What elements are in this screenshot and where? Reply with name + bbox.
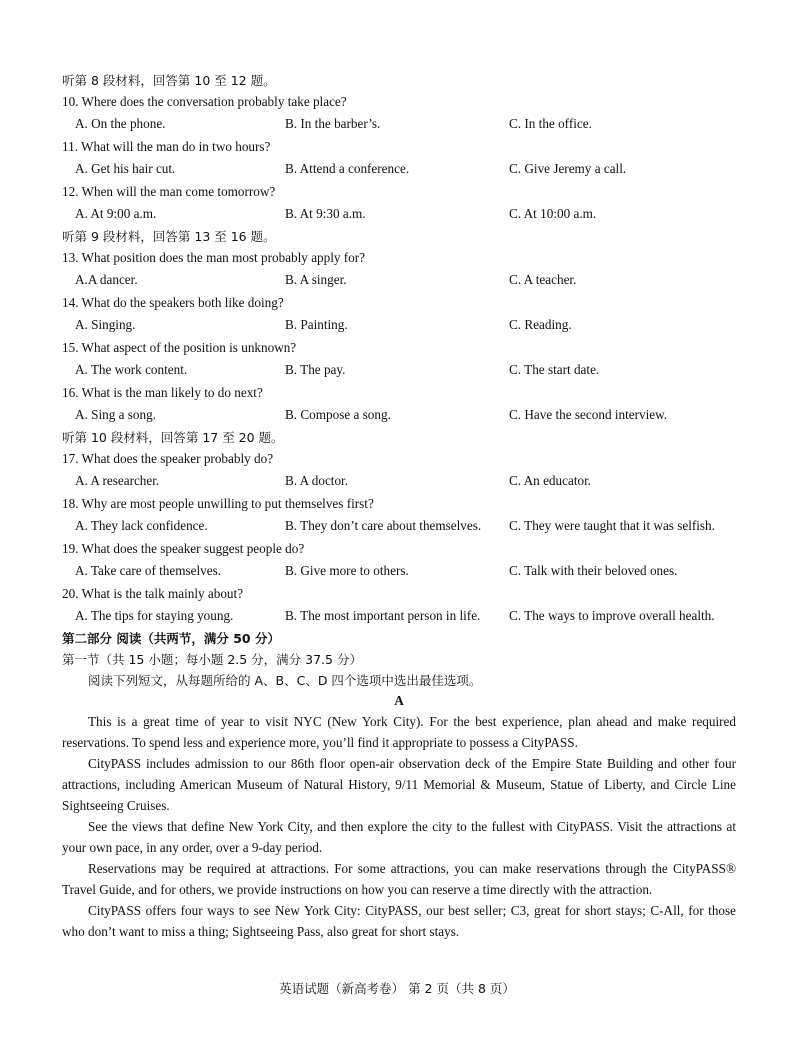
option-a: A. At 9:00 a.m. xyxy=(75,206,157,221)
option-a: A. They lack confidence. xyxy=(75,518,208,533)
question-text: 16. What is the man likely to do next? xyxy=(62,385,263,400)
option-b: B. They don’t care about themselves. xyxy=(285,518,482,533)
options-row xyxy=(62,313,736,337)
option-c: C. In the office. xyxy=(509,116,592,131)
question-text: 15. What aspect of the position is unknown? xyxy=(62,340,297,355)
option-c: C. Give Jeremy a call. xyxy=(509,161,627,176)
question-15 xyxy=(62,337,736,382)
option-a: A. Take care of themselves. xyxy=(75,563,222,578)
options-row xyxy=(62,514,736,538)
option-c: C. The ways to improve overall health. xyxy=(509,608,715,623)
section1-heading: 第一节（共 15 小题；每小题 2.5 分，满分 37.5 分） xyxy=(62,652,362,667)
section-10-instruction: 听第 10 段材料，回答第 17 至 20 题。 xyxy=(62,430,284,445)
options-row xyxy=(62,559,736,583)
option-c: C. The start date. xyxy=(509,362,600,377)
passage-paragraph: See the views that define New York City, and then explore the city to the fullest with CityPASS. Visit the attractions at your own pace, in any order, over a 9-day period. xyxy=(62,819,736,855)
option-b: B. The most important person in life. xyxy=(285,608,481,623)
question-text: 11. What will the man do in two hours? xyxy=(62,139,271,154)
option-a: A. Sing a song. xyxy=(75,407,156,422)
question-20 xyxy=(62,583,736,628)
passage-paragraph: Reservations may be required at attractions. For some attractions, you can make reservations through the CityPASS® Travel Guide, and for others, we provide instructions on how you can reserve a time directly with the attraction. xyxy=(62,861,736,897)
options-row xyxy=(62,202,736,226)
question-text: 20. What is the talk mainly about? xyxy=(62,586,244,601)
option-b: B. Attend a conference. xyxy=(285,161,410,176)
option-a: A. The work content. xyxy=(75,362,188,377)
question-text: 19. What does the speaker suggest people do? xyxy=(62,541,305,556)
question-text: 10. Where does the conversation probably take place? xyxy=(62,94,347,109)
part2-heading: 第二部分 阅读（共两节，满分 50 分） xyxy=(62,631,280,646)
question-text: 14. What do the speakers both like doing? xyxy=(62,295,284,310)
question-13 xyxy=(62,247,736,292)
question-16 xyxy=(62,382,736,427)
options-row xyxy=(62,358,736,382)
question-10 xyxy=(62,91,736,136)
reading-instruction: 阅读下列短文，从每题所给的 A、B、C、D 四个选项中选出最佳选项。 xyxy=(88,673,482,688)
option-c: C. They were taught that it was selfish. xyxy=(509,518,715,533)
option-a: A. Singing. xyxy=(75,317,136,332)
option-b: B. A doctor. xyxy=(285,473,349,488)
option-c: C. Have the second interview. xyxy=(509,407,668,422)
question-text: 17. What does the speaker probably do? xyxy=(62,451,274,466)
option-b: B. Painting. xyxy=(285,317,348,332)
option-c: C. A teacher. xyxy=(509,272,577,287)
options-row xyxy=(62,604,736,628)
option-b: B. In the barber’s. xyxy=(285,116,381,131)
option-c: C. Talk with their beloved ones. xyxy=(509,563,678,578)
question-18 xyxy=(62,493,736,538)
options-row xyxy=(62,157,736,181)
option-a: A. The tips for staying young. xyxy=(75,608,234,623)
passage-label: A xyxy=(394,693,404,708)
passage-paragraph: CityPASS includes admission to our 86th floor open-air observation deck of the Empire State Building and other four attractions, including American Museum of Natural History, 9/11 Memorial & Museum, Statue of Liberty, and Circle Line Sightseeing Cruises. xyxy=(62,756,736,813)
question-text: 12. When will the man come tomorrow? xyxy=(62,184,276,199)
option-b: B. Compose a song. xyxy=(285,407,391,422)
option-b: B. The pay. xyxy=(285,362,346,377)
option-b: B. A singer. xyxy=(285,272,347,287)
question-14 xyxy=(62,292,736,337)
option-b: B. Give more to others. xyxy=(285,563,409,578)
option-c: C. An educator. xyxy=(509,473,592,488)
option-a: A.A dancer. xyxy=(75,272,138,287)
question-17 xyxy=(62,448,736,493)
page-footer: 英语试题（新高考卷） 第 2 页（共 8 页） xyxy=(279,981,515,996)
option-a: A. A researcher. xyxy=(75,473,160,488)
passage-paragraph: This is a great time of year to visit NYC (New York City). For the best experience, plan ahead and make required reservations. To spend less and experience more, you’ll find it appropriate to possess a CityPASS. xyxy=(62,714,736,750)
option-a: A. Get his hair cut. xyxy=(75,161,176,176)
section-9-instruction: 听第 9 段材料，回答第 13 至 16 题。 xyxy=(62,229,276,244)
option-a: A. On the phone. xyxy=(75,116,166,131)
section-8-instruction: 听第 8 段材料，回答第 10 至 12 题。 xyxy=(62,73,276,88)
question-11 xyxy=(62,136,736,181)
options-row xyxy=(62,268,736,292)
question-12 xyxy=(62,181,736,226)
options-row xyxy=(62,469,736,493)
options-row xyxy=(62,403,736,427)
option-c: C. Reading. xyxy=(509,317,572,332)
options-row xyxy=(62,112,736,136)
exam-page xyxy=(62,70,736,942)
question-text: 13. What position does the man most probably apply for? xyxy=(62,250,366,265)
question-text: 18. Why are most people unwilling to put themselves first? xyxy=(62,496,374,511)
option-c: C. At 10:00 a.m. xyxy=(509,206,597,221)
option-b: B. At 9:30 a.m. xyxy=(285,206,366,221)
passage-paragraph: CityPASS offers four ways to see New York City: CityPASS, our best seller; C3, great for short stays; C-All, for those who don’t want to miss a thing; Sightseeing Pass, also great for short stays. xyxy=(62,903,736,939)
question-19 xyxy=(62,538,736,583)
